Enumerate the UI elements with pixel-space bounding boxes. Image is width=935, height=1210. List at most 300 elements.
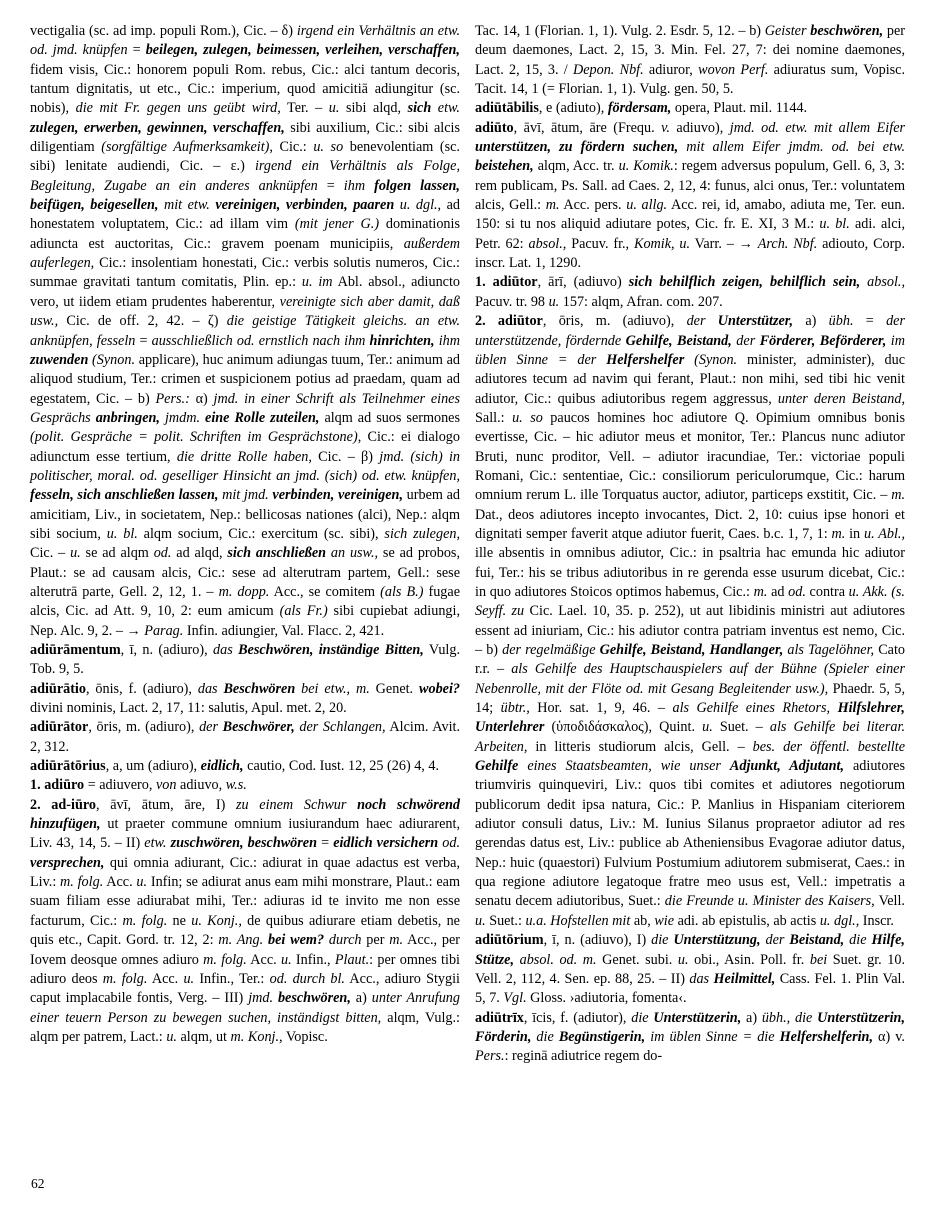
citation-text: fugae alcis, Cic. ad Att. 9, 10, 2: eum amicum — [30, 583, 460, 620]
citation-text: Suet.: — [485, 912, 526, 929]
annotation-text: jmd. in einer Schrift als Teilnehmer eines Gesprächs — [30, 390, 460, 426]
citation-text: Acc. — [103, 874, 137, 891]
annotation-text: m. — [831, 525, 846, 542]
citation-text: a) — [793, 313, 829, 330]
dictionary-entry — [30, 680, 460, 719]
dictionary-entry — [30, 796, 460, 1047]
annotation-text: Plaut. — [334, 951, 370, 968]
citation-text: , Cic.: ei dialogo adiunctum esse tertium, — [30, 429, 460, 465]
headword: adiūrātōrius — [30, 758, 106, 775]
headword: 2. adiūtor — [475, 313, 543, 330]
headword: adiūtrīx — [475, 1009, 524, 1026]
translation-emphasis: Gehilfe, Beistand, — [625, 332, 732, 349]
dictionary-entry — [475, 1009, 905, 1067]
citation-text: in litteris studiorum alcis, Gell. – — [527, 738, 753, 755]
annotation-text: der regelmäßige — [502, 642, 600, 658]
citation-text: (ὑποδιδάσκαλος), Quint. — [544, 719, 703, 736]
citation-text: a) — [350, 990, 372, 1007]
annotation-text: absol. od. m. — [514, 951, 597, 968]
translation-emphasis: Hilfslehrer, Unterlehrer — [475, 700, 905, 736]
citation-text: Infin; se adiurat anus eam mihi monstrare, Plaut.: eam suam filiam esse adiurabat mihi, Ter.: adiuras id te invito me non esse facturum, Cic.: — [30, 874, 460, 929]
citation-text: ut praeter commune omnium iusiurandum haec adiurarent, Liv. 43, 14, 5. – II) — [30, 816, 460, 852]
citation-text: Cic. Lael. 10, 35. p. 252), ut aut libidinis ministri aut adiutores essent ad iniuriam, Cic.: his adiutor contra patriam inventus est nemo, Cic. – b) — [475, 603, 905, 658]
annotation-text: der — [686, 313, 718, 330]
translation-emphasis: fesseln, sich anschließen lassen, — [30, 487, 219, 504]
translation-emphasis: eidlich, — [200, 758, 244, 775]
citation-text: adiutores triumviris quinqueviri, Liv.: quos tibi comites et adiutores negotiorum publicorum dedit ipsa natura, Cic.: P. Manlius in Hispaniam citeriorem adiutor consuli datus, Liv.: M. Iunius Silanus propraetor adiutor ad res gerendas datus est, Liv.: publice ab Atheniensibus Evagorae adiutor datus, Nep.: huic (quaestori) Fulvium Postumium adiutorem submiserat, Caes.: in qua regione adiutore legatoque fratre meo usus est, Vell.: impetratis a senatu decem adiutoribus, Suet.: — [475, 758, 905, 910]
annotation-text: u.a. Hofstellen mit — [525, 912, 631, 929]
translation-emphasis: Helfershelfer — [606, 351, 685, 368]
annotation-text: als Gehilfe des Hauptschauspielers auf der Bühne (Spieler einer Nebenrolle, mit der Flöte od. mit Gesang Begleitender usw.), — [475, 661, 905, 697]
citation-text: Genet. — [369, 680, 420, 697]
annotation-text: m. — [545, 197, 560, 214]
citation-text: sibi cupiebat adiungi, Nep. Alc. 9, 2. – → — [30, 603, 460, 639]
annotation-text: als Gehilfe bei literar. Arbeiten, — [475, 719, 905, 755]
citation-text: Acc. rei, id, amabo, adiuta me, Ter. eun. 150: si tu nos aliquid adiutare potes, Cic. fr. E. XI, 3 M.: — [475, 197, 905, 233]
citation-text: paucos homines hoc adiutore Q. Opimium omnibus bonis evertisse, Cic. – hic adiutor meus et monitor, Ter.: Plancus nunc adiutor Bruti, nunc proditor, Vell. – adiutor iracundiae, Ter.: victoriae populi Romani, Cic.: sententiae, Cic.: consiliorum periculorumque, Cic.: harum omnium rerum L. ille Torquatus auctor, adiutor, particeps exstitit, Cic. – — [475, 409, 905, 504]
annotation-text: u. — [548, 293, 560, 310]
annotation-text: der Schlangen, — [294, 719, 386, 736]
annotation-text: od. durch bl. — [269, 970, 345, 987]
citation-text: qui omnia adiurant, Cic.: adiurat in quae adactus est verba, Liv.: — [30, 854, 460, 891]
citation-text: α) v. — [873, 1028, 905, 1045]
citation-text: se ad alqm — [80, 545, 154, 562]
annotation-text: u. Konj., — [191, 912, 242, 929]
annotation-text: der — [760, 932, 790, 949]
citation-text: : regem adversus populum, Gell. 6, 3, 3: rem publicam, Ps. Sall. ad Caes. 2, 12, 4: funus, alci onus, Ter.: voluntatem alcis, Gell.: — [475, 158, 905, 214]
citation-text: adiuvo), — [669, 119, 730, 136]
annotation-text: sich zulegen, — [384, 525, 461, 542]
annotation-text: mit allem Eifer jmdm. od. bei etw. — [678, 139, 905, 156]
annotation-text: m. Ang. — [218, 932, 268, 949]
citation-text: Vell. — [874, 893, 905, 910]
annotation-text: außerdem auferlegen, — [30, 235, 460, 272]
annotation-text: u. Akk. (s. Seyff. zu — [475, 583, 905, 620]
annotation-text: absol., — [528, 235, 567, 252]
citation-text: , āvī, ātum, āre (Frequ. — [513, 119, 662, 136]
translation-emphasis: zuschwören, beschwören — [170, 835, 317, 852]
headword: 1. adiūro — [30, 777, 85, 794]
citation-text: = — [853, 313, 887, 330]
citation-text: alqm socium, Cic.: exercitum (sc. sibi), — [137, 525, 385, 542]
translation-emphasis: hinrichten, — [369, 332, 435, 349]
citation-text: Tac. 14, 1 (Florian. 1, 1). Vulg. 2. Esdr. 5, 12. – b) — [475, 23, 765, 39]
annotation-text: etw. — [431, 100, 460, 117]
annotation-text: vereinigte sich aber damit, daß usw., — [30, 293, 460, 330]
annotation-text: im üblen Sinne = die — [645, 1028, 780, 1045]
annotation-text: m. dopp. — [218, 583, 270, 600]
citation-text: sibi alqd, — [339, 100, 408, 117]
citation-text: in — [845, 525, 864, 542]
citation-text: adiouto, Corp. inscr. Lat. 1, 1290. — [475, 235, 905, 272]
citation-text: Cass. Fel. 1. Plin Val. 5, 7. — [475, 970, 905, 1007]
annotation-text: das — [689, 970, 714, 987]
annotation-text: bes. der öffentl. bestellte — [752, 738, 905, 755]
citation-text: Suet. – — [712, 719, 770, 736]
annotation-text: od. — [153, 545, 172, 562]
annotation-text: u. dgl., — [819, 912, 860, 929]
dictionary-entry — [475, 119, 905, 274]
citation-text: , a, um (adiuro), — [105, 758, 201, 775]
citation-text: alqm, ut — [176, 1028, 231, 1045]
citation-text: Cic. – — [30, 545, 71, 562]
translation-emphasis: Beschwörer, — [222, 719, 295, 736]
citation-text: , ārī, (adiuvo) — [537, 274, 629, 291]
citation-text: Hor. sat. 1, 9, 46. – — [529, 700, 673, 717]
translation-emphasis: Beistand, — [789, 932, 845, 949]
citation-text: Suet. gr. 10. Vell. 2, 112, 4. Sen. ep. 88, 25. – II) — [475, 951, 905, 987]
annotation-text: m. folg. — [60, 874, 104, 891]
annotation-text: Geister — [764, 23, 811, 39]
citation-text: Sall.: — [475, 409, 513, 426]
annotation-text: die dritte Rolle haben, — [176, 448, 312, 465]
citation-text: Pacuv. fr., — [566, 235, 634, 252]
page-number: 62 — [31, 1176, 45, 1191]
citation-text: vectigalia (sc. ad imp. populi Rom.), Cic. – δ) — [30, 23, 297, 39]
citation-text: ab, — [630, 912, 655, 929]
annotation-text: m. folg. — [102, 970, 148, 987]
annotation-text: von — [155, 777, 177, 794]
annotation-text: jmd. od. etw. mit allem Eifer — [729, 119, 906, 136]
annotation-text: der — [731, 332, 760, 349]
citation-text: alqm, Acc. tr. — [533, 158, 619, 175]
citation-text: 157: alqm, Afran. com. 207. — [559, 293, 723, 310]
citation-text: per — [361, 932, 390, 949]
annotation-text: übh., die — [761, 1009, 818, 1026]
annotation-text: u. allg. — [626, 197, 668, 214]
translation-emphasis: sich behilflich zeigen, behilflich sein, — [628, 274, 861, 291]
citation-text: minister, administer), duc adiutores tecum ad navim qui ferant, Plaut.: non mihi, sed tibi hic venit adiutor, Cic.: quibus adiutoribus regem aggressus, — [475, 351, 905, 407]
citation-text: Inscr. — [859, 912, 894, 929]
translation-emphasis: Beschwören — [223, 680, 296, 697]
annotation-text: wovon Perf. — [698, 61, 769, 78]
translation-emphasis: beilegen, zulegen, beimessen, verleihen, verschaffen, — [145, 42, 460, 59]
annotation-text: u. — [328, 100, 340, 117]
citation-text: Alcim. Avit. 2, 312. — [30, 719, 460, 755]
citation-text: Phaedr. 5, 5, 14; — [475, 680, 905, 717]
annotation-text: v. — [661, 119, 670, 136]
citation-text: α) — [189, 390, 214, 407]
annotation-text: u. — [136, 874, 148, 891]
citation-text: , e (adiuto), — [538, 100, 608, 117]
annotation-text: (sorgfältige Aufmerksamkeit) — [101, 139, 270, 156]
annotation-text: Depon. Nbf. — [572, 61, 644, 78]
translation-emphasis: Adjunkt, Adjutant, — [729, 758, 845, 775]
annotation-text: absol., — [860, 274, 906, 291]
annotation-text: ihm — [434, 332, 460, 349]
dictionary-entry — [30, 757, 460, 776]
translation-emphasis: wobei? — [419, 680, 460, 697]
translation-emphasis: versprechen, — [30, 854, 105, 871]
translation-emphasis: vereinigen, verbinden, paaren — [215, 197, 395, 214]
annotation-text: an usw., — [326, 545, 379, 562]
annotation-text: wie — [654, 912, 675, 929]
citation-text: Acc. — [147, 970, 184, 987]
dictionary-entry — [475, 99, 905, 118]
citation-text: benevolentiam (sc. sibi) lenitate audiendi, Cic. – ε.) — [30, 139, 460, 175]
annotation-text: die — [651, 932, 674, 949]
translation-emphasis: zuwenden — [30, 351, 89, 368]
annotation-text: (mit jener G.) — [294, 216, 380, 233]
citation-text: sibi auxilium, Cic.: sibi alcis diligentiam — [30, 119, 460, 156]
citation-text: de quibus adiurare etiam debetis, ne quis etc., Capit. Gord. tr. 12, 2: — [30, 912, 460, 949]
annotation-text: u. bl. — [106, 525, 138, 542]
citation-text: divini nominis, Lact. 2, 17, 11: salutis, Apul. met. 2, 20. — [30, 700, 347, 717]
citation-text: , Cic.: — [269, 139, 314, 156]
translation-emphasis: unterstützen, zu fördern suchen, — [475, 139, 679, 156]
annotation-text: die mit Fr. gegen uns geübt wird, — [75, 100, 281, 117]
annotation-text: u. — [677, 951, 689, 968]
citation-text: ad honestatem voluptatem, Cic.: ad illam vim — [30, 197, 461, 233]
headword: adiūto — [475, 119, 514, 136]
citation-text: = — [127, 42, 146, 59]
citation-text: adiuvo, — [176, 777, 226, 794]
translation-emphasis: Gehilfe, Beistand, Handlanger, — [599, 642, 784, 658]
citation-text: Vopisc. — [282, 1028, 328, 1045]
annotation-text: m. — [891, 487, 905, 504]
citation-text: ille absentis in omnibus adiutor, Cic.: in psaltria hac emunda hic adiutor fui, Ter.: his se tribus adiutoribus in re gerenda esse usurum dicebat, Cic.: in quo adiutores Stoicos optimos habemus, Cic.: — [475, 545, 905, 600]
headword: adiūtōrium — [475, 932, 544, 949]
dictionary-entry — [30, 641, 460, 680]
translation-emphasis: Unterstützung, — [673, 932, 761, 949]
citation-text: = adiuvero, — [84, 777, 156, 794]
annotation-text: die — [631, 1009, 654, 1026]
annotation-text: (polit. Gespräche = polit. Schriften im Gesprächstone) — [30, 429, 358, 446]
annotation-text: übh. — [828, 313, 854, 330]
annotation-text: u. — [166, 1028, 177, 1045]
annotation-text: jmd. (sich) in politischer, moral. od. geselliger Hinsicht an jmd. (sich) od. etw. knüpfen, — [30, 448, 460, 484]
headword: 2. ad-iūro — [30, 796, 96, 813]
right-column — [475, 22, 905, 1067]
annotation-text: u. im — [301, 274, 333, 291]
annotation-text: übtr., — [500, 700, 530, 717]
annotation-text: unter deren Beistand, — [777, 390, 905, 407]
annotation-text: als Tagelöhner, — [783, 642, 875, 658]
annotation-text: eines Staatsbeamten, wie unser — [518, 758, 730, 775]
citation-text: = — [135, 332, 152, 349]
annotation-text: der unterstützende, fördernde — [475, 313, 905, 349]
translation-emphasis: Unterstützerin, — [653, 1009, 742, 1026]
citation-text: alqm ad suos sermones — [319, 409, 461, 426]
translation-emphasis: Heilmittel, — [713, 970, 776, 987]
translation-emphasis: zulegen, erwerben, gewinnen, verschaffen, — [30, 119, 285, 136]
citation-text: opera, Plaut. mil. 1144. — [671, 100, 808, 117]
annotation-text: (als Fr.) — [279, 603, 328, 620]
translation-emphasis: beschwören, — [277, 990, 351, 1007]
annotation-text: u. — [702, 719, 713, 736]
annotation-text: u. — [280, 951, 292, 968]
translation-emphasis: Unterstützerin, Förderin, — [475, 1009, 905, 1045]
annotation-text: (Synon. — [684, 351, 738, 368]
annotation-text: durch — [324, 932, 362, 949]
citation-text: , ōnis, f. (adiuro), — [85, 680, 198, 697]
translation-emphasis: Begünstigerin, — [558, 1028, 646, 1045]
annotation-text: m. — [753, 583, 768, 600]
citation-text: : per omnes tibi adiuro deos — [30, 951, 460, 987]
citation-text: Acc., per Iovem deosque omnes adiuro — [30, 932, 461, 968]
citation-text: alqm, Vulg.: alqm per patrem, Lact.: — [30, 1009, 460, 1045]
annotation-text: jmd. — [248, 990, 278, 1007]
citation-text: adi. ab epistulis, ab actis — [674, 912, 820, 929]
annotation-text: u. bl. — [819, 216, 850, 233]
citation-text: Genet. subi. — [596, 951, 678, 968]
citation-text: dominationis adiuncta est auctoritas, Cic.: gravem poenam municipiis, — [30, 216, 460, 252]
citation-text: contra — [805, 583, 849, 600]
dictionary-entry — [30, 718, 460, 757]
citation-text: ad — [767, 583, 789, 600]
translation-emphasis: fördersam, — [607, 100, 672, 117]
annotation-text: mit etw. — [158, 197, 216, 214]
translation-emphasis: noch schwörend hinzufügen, — [30, 796, 461, 833]
citation-text: fidem visis, Cic.: honorem populi Rom. rebus, Cic.: alci tantum decoris, tantum dignitatis, ut etc., Cic.: imperium, quod amicitiā adiungitur (sc. nobis), — [30, 61, 460, 117]
annotation-text: od. — [438, 835, 460, 852]
citation-text: Infin., Ter.: — [194, 970, 270, 987]
headword: adiūtābilis — [475, 100, 539, 117]
citation-text: obi., Asin. Poll. fr. — [688, 951, 810, 968]
citation-text: Infin., — [291, 951, 335, 968]
annotation-text: irgend ein Verhältnis als Folge, Begleitung, Zugabe an ein anderes anknüpfen — [30, 158, 460, 194]
annotation-text: das — [213, 642, 239, 658]
translation-emphasis: bei wem? — [267, 932, 325, 949]
annotation-text: od. — [788, 583, 806, 600]
dictionary-entry — [475, 22, 905, 99]
annotation-text: Parag. — [144, 622, 184, 639]
annotation-text: als Gehilfe eines Rhetors, — [672, 700, 838, 717]
annotation-text: u. so — [512, 409, 543, 426]
annotation-text: m. folg. — [122, 912, 168, 929]
annotation-text: w.s. — [225, 777, 247, 794]
annotation-text: u. dgl., — [394, 197, 442, 214]
citation-text: Cato r.r. – — [475, 642, 906, 678]
annotation-text: bei — [809, 951, 828, 968]
citation-text: , ōris, m. (adiuvo), — [542, 313, 687, 330]
annotation-text: u. — [70, 545, 81, 562]
citation-text: Acc., adiuro Stygii caput implacabile fontis, Verg. – III) — [30, 970, 460, 1007]
annotation-text: im üblen Sinne = der — [475, 332, 905, 368]
citation-text: Ter. – — [280, 100, 329, 117]
citation-text: Acc., se comitem — [269, 583, 381, 600]
annotation-text: zu einem Schwur — [236, 796, 358, 813]
headword: 1. adiūtor — [475, 274, 538, 291]
citation-text: Vulg. Tob. 9, 5. — [30, 642, 460, 678]
annotation-text: die Freunde u. Minister des Kaisers, — [664, 893, 875, 910]
translation-emphasis: beschwören, — [810, 23, 884, 39]
translation-emphasis: eine Rolle zuteilen, — [205, 409, 320, 426]
annotation-text: die — [531, 1028, 559, 1045]
translation-emphasis: sich anschließen — [227, 545, 327, 562]
dictionary-entry — [30, 776, 460, 795]
citation-text: , ī, n. (adiuvo), I) — [543, 932, 652, 949]
headword: adiūrātio — [30, 680, 86, 697]
citation-text: Dat., deos adiutores incepto invocantes, Dict. 2, 10: cuius ipse honori et dignitati semper faverit atque adiutor fuerit, Caes. b.c. 1, 7, 1: — [475, 506, 905, 542]
citation-text: ne — [167, 912, 192, 929]
citation-text: Gloss. ›adiutoria, fomenta‹. — [526, 990, 687, 1007]
translation-emphasis: Helfershelferin, — [779, 1028, 873, 1045]
citation-text: Cic.: insolentiam honestati, Cic.: verbis solutis numeros, Cic.: summae gravitati tantum comitatis, Plin. ep.: — [30, 255, 460, 291]
translation-emphasis: Hilfe, Stütze, — [475, 932, 905, 968]
headword: adiūrāmentum — [30, 642, 121, 658]
annotation-text: mit jmd. — [218, 487, 273, 504]
annotation-text: u. — [475, 912, 486, 929]
citation-text: Pacuv. tr. 98 — [475, 293, 549, 310]
annotation-text: Pers.: — [155, 390, 190, 407]
annotation-text: die geistige Tätigkeit gleichs. an etw. anknüpfen, fesseln — [30, 313, 461, 349]
annotation-text: m. Konj., — [230, 1028, 283, 1045]
annotation-text: u. Abl., — [863, 525, 905, 542]
citation-text: applicare), huc animum adiungas tuum, Ter.: animum ad aliquod studium, Ter.: crimen et suspicionem potius ad praedam, quam ad egestatem, Cic. – b) — [30, 351, 460, 407]
citation-text: : reginā adiutrice regem do- — [504, 1048, 663, 1065]
citation-text: adiuratus sum, Vopisc. Tacit. 14, 1 (= Florian. 1, 1). Vulg. gen. 50, 5. — [475, 61, 906, 98]
annotation-text: u. so — [313, 139, 344, 156]
translation-emphasis: beistehen, — [475, 158, 534, 175]
citation-text: adi. alci, Petr. 62: — [475, 216, 906, 252]
annotation-text: irgend ein Verhältnis an etw. od. jmd. knüpfen — [30, 23, 460, 59]
citation-text: Acc. — [246, 951, 281, 968]
annotation-text: ihm — [343, 177, 375, 194]
citation-text: , īcis, f. (adiutor), — [523, 1009, 632, 1026]
translation-emphasis: Gehilfe — [475, 758, 519, 775]
translation-emphasis: Förderer, Beförderer, — [759, 332, 887, 349]
translation-emphasis: verbinden, vereinigen, — [272, 487, 403, 504]
citation-text: per deum daemones, Lact. 2, 15, 3. Min. Fel. 27, 7: dei nomine daemones, Lact. 2, 15, 3. / — [475, 23, 905, 78]
annotation-text: (als B.) — [380, 583, 424, 600]
citation-text: = — [316, 835, 334, 852]
citation-text: , āvī, ātum, āre, I) — [96, 796, 237, 813]
left-column — [30, 22, 460, 1067]
annotation-text: jmdm. — [159, 409, 206, 426]
citation-text: ad alqd, — [171, 545, 228, 562]
citation-text: a) — [741, 1009, 762, 1026]
citation-text: , ī, n. (adiuro), — [120, 642, 214, 658]
citation-text: = — [317, 177, 344, 194]
dictionary-entry — [475, 312, 905, 931]
headword: adiūrātor — [30, 719, 89, 736]
annotation-text: unter Anrufung einer teuern Person zu bewegen suchen, inständigst bitten, — [30, 990, 460, 1026]
annotation-text: Pers. — [475, 1048, 505, 1065]
annotation-text: (Synon. — [88, 351, 135, 368]
citation-text: se ad probos, Plaut.: se ad causam alcis, Cic.: sese ad alterutram partem, Gell.: sese alterutrā parte, Gell. 2, 12, 1. – — [30, 545, 461, 600]
dictionary-entry — [475, 931, 905, 1008]
annotation-text: etw. — [144, 835, 171, 852]
translation-emphasis: eidlich versichern — [333, 835, 439, 852]
dictionary-entry — [475, 273, 905, 312]
annotation-text: die — [844, 932, 872, 949]
citation-text: Infin. adiungier, Val. Flacc. 2, 421. — [183, 622, 385, 639]
citation-text: cautio, Cod. Iust. 12, 25 (26) 4, 4. — [243, 758, 440, 775]
annotation-text: m. — [389, 932, 404, 949]
translation-emphasis: Unterstützer, — [717, 313, 794, 330]
citation-text: Abl. absol., adiuncto vero, ut iidem etiam prudentes haberentur, — [30, 274, 460, 310]
dictionary-entry — [30, 22, 460, 641]
annotation-text: Komik, u. — [633, 235, 691, 252]
annotation-text: Arch. Nbf. — [757, 235, 818, 252]
annotation-text: u. Komik. — [618, 158, 674, 175]
annotation-text: ausschließlich od. ernstlich nach ihm — [151, 332, 370, 349]
annotation-text: m. folg. — [203, 951, 247, 968]
citation-text: adiuror, — [643, 61, 699, 78]
translation-emphasis: sich — [407, 100, 432, 117]
citation-text: urbem ad amicitiam, Liv., in societatem, Nep.: bellicosas nationes (alci), Nep.: alqm sibi socium, — [30, 487, 461, 542]
translation-emphasis: Beschwören, inständige Bitten, — [238, 642, 424, 658]
citation-text: , ōris, m. (adiuro), — [88, 719, 200, 736]
citation-text: Varr. – → — [690, 235, 758, 252]
annotation-text: u. — [183, 970, 195, 987]
annotation-text: der — [199, 719, 223, 736]
translation-emphasis: folgen lassen, beifügen, beigesellen, — [30, 177, 460, 214]
translation-emphasis: anbringen, — [95, 409, 160, 426]
citation-text: Cic. de off. 2, 42. – ζ) — [58, 313, 227, 330]
citation-text: Cic. – β) — [311, 448, 380, 465]
